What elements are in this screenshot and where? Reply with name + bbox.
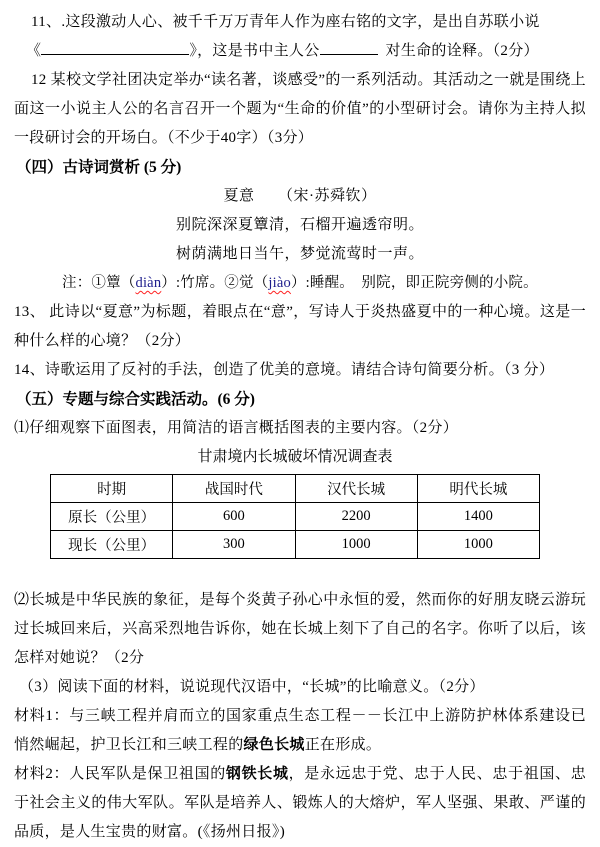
- poem-verse-1: 别院深深夏簟清，石榴开遍透帘明。: [175, 217, 424, 233]
- material-2-bold-term: 钢铁长城: [225, 766, 289, 782]
- pinyin-dian: diàn: [135, 275, 162, 291]
- poem-title-author: 夏意 （宋·苏舜钦）: [223, 188, 377, 204]
- table-header-cell: 时期: [51, 475, 173, 503]
- table-cell: 1000: [295, 531, 417, 559]
- question-13: 13、 此诗以“夏意”为标题，着眼点在“意”，写诗人于炎热盛夏中的一种心境。这是一种什么样的心境？（2分）: [14, 304, 586, 349]
- material-2-text: 材料2：人民军队是保卫祖国的: [14, 766, 226, 782]
- section-4-heading: （四）古诗词赏析 (5 分): [16, 159, 182, 176]
- material-2-text-end: ，是永远忠于党、忠于人民、忠于祖国、忠于社会主义的伟大军队。军队是培养人、锻炼人的大熔炉，军人坚强、果敢、严谨的品质，是人生宝贵的财富。(《扬州日报》): [14, 766, 587, 840]
- table-cell: 现长（公里）: [51, 531, 173, 559]
- table-header-cell: 明代长城: [417, 475, 539, 503]
- table-header-cell: 战国时代: [173, 475, 295, 503]
- question-5-1: ⑴仔细观察下面图表，用简洁的语言概括图表的主要内容。（2分）: [14, 420, 459, 436]
- pinyin-jiao: jiào: [268, 275, 291, 291]
- table-title: 甘肃境内长城破坏情况调查表: [197, 449, 393, 465]
- book-quote-open: 《: [26, 43, 42, 59]
- table-header-cell: 汉代长城: [295, 475, 417, 503]
- fill-blank-book-title: [41, 41, 189, 55]
- question-11-line-1: 11、.这段激动人心、被千千万万青年人作为座右铭的文字，是出自苏联小说: [31, 14, 540, 30]
- material-1-text: 材料1：与三峡工程并肩而立的国家重点生态工程－－长江中上游防护林体系建设已悄然崛起，护卫长江和三峡工程的: [14, 708, 586, 753]
- material-1-bold-term: 绿色长城: [243, 737, 305, 753]
- table-cell: 1000: [417, 531, 539, 559]
- table-row: [51, 503, 540, 531]
- question-11: [14, 8, 586, 66]
- fill-blank-protagonist: [320, 41, 378, 55]
- table-cell: 原长（公里）: [51, 503, 173, 531]
- poem-verse-2: 树荫满地日当午，梦觉流莺时一声。: [175, 246, 424, 262]
- question-5-2: ⑵长城是中华民族的象征，是每个炎黄子孙心中永恒的爱，然而你的好朋友晓云游玩过长城回来后，兴高采烈地告诉你，她在长城上刻下了自己的名字。你听了以后，该怎样对她说？（2分: [14, 592, 586, 666]
- table-cell: 2200: [295, 503, 417, 531]
- table-cell: 600: [173, 503, 295, 531]
- section-5-heading: （五）专题与综合实践活动。(6 分): [16, 391, 255, 408]
- question-11-mid-text: 》，这是书中主人公: [189, 43, 320, 59]
- annotation-pre: 注：①簟（: [62, 275, 136, 291]
- material-1-text-end: 正在形成。: [304, 737, 382, 753]
- question-14: 14、诗歌运用了反衬的手法，创造了优美的意境。请结合诗句简要分析。（3 分）: [14, 362, 555, 378]
- annotation-mid-1: ）:竹席。②觉（: [161, 275, 269, 291]
- question-11-line-2: [14, 37, 586, 66]
- annotation-mid-2: ）:睡醒。: [290, 275, 347, 291]
- table-header-row: [51, 475, 540, 503]
- annotation-tail: 别院，即正院旁侧的小院。: [346, 275, 538, 291]
- table-cell: 1400: [417, 503, 539, 531]
- great-wall-survey-table: [50, 474, 540, 559]
- question-11-end-text: 对生命的诠释。（2分）: [385, 43, 539, 59]
- question-5-3: （3）阅读下面的材料，说说现代汉语中，“长城”的比喻意义。（2分）: [19, 679, 485, 695]
- question-12: 12 某校文学社团决定举办“读名著，谈感受”的一系列活动。其活动之一就是围绕上面这一小说主人公的名言召开一个题为“生命的价值”的小型研讨会。请你为主持人拟一段研讨会的开场白。（不少于40字）（3分）: [14, 72, 586, 146]
- poem-block: [14, 182, 586, 269]
- table-row: [51, 531, 540, 559]
- table-cell: 300: [173, 531, 295, 559]
- material-1: [14, 702, 586, 760]
- poem-annotation: [14, 269, 586, 298]
- material-2: [14, 760, 586, 847]
